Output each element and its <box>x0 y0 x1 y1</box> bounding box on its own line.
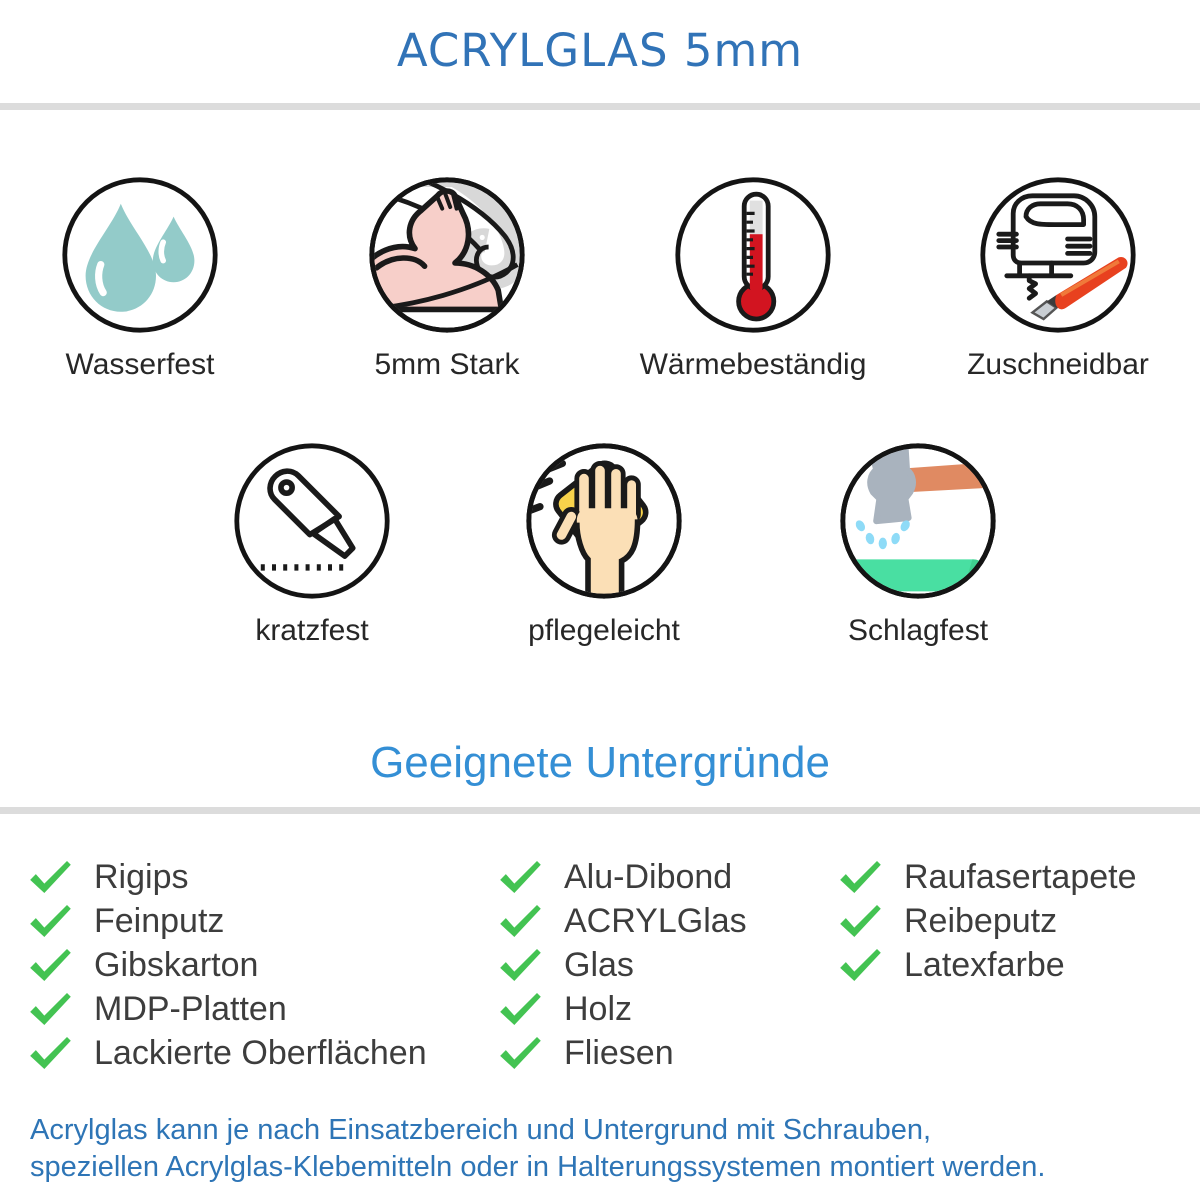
list-item <box>498 943 747 987</box>
water-drops-graphic <box>60 175 220 335</box>
muscle-arm-graphic <box>367 175 527 335</box>
surface-label: Lackierte Oberflächen <box>94 1033 427 1072</box>
list-item <box>838 943 1137 987</box>
feature-label: 5mm Stark <box>374 348 520 381</box>
surface-label: Raufasertapete <box>904 857 1137 896</box>
feature-label: Wärmebeständig <box>639 348 867 381</box>
feature-schlagfest <box>768 441 1068 648</box>
checkmark-icon <box>28 860 72 894</box>
surface-label: Fliesen <box>564 1033 674 1072</box>
surface-label: ACRYLGlas <box>564 901 747 940</box>
hammer-icon <box>838 441 998 601</box>
surfaces-column-1 <box>28 855 427 1075</box>
feature-zuschneidbar <box>908 175 1200 382</box>
list-item <box>498 987 747 1031</box>
feature-label: Zuschneidbar <box>967 348 1149 381</box>
jigsaw-graphic <box>978 175 1138 335</box>
checkmark-icon <box>28 1036 72 1070</box>
utility-knife-icon <box>232 441 392 601</box>
list-item <box>498 1031 747 1075</box>
list-item <box>28 899 427 943</box>
feature-5mm-stark <box>297 175 597 382</box>
surface-label: Holz <box>564 989 633 1028</box>
jigsaw-icon <box>978 175 1138 335</box>
surfaces-column-2 <box>498 855 747 1075</box>
list-item <box>498 855 747 899</box>
surface-label: Gibskarton <box>94 945 259 984</box>
divider-top <box>0 103 1200 110</box>
thermometer-icon <box>673 175 833 335</box>
feature-label: kratzfest <box>255 614 369 647</box>
surface-label: Glas <box>564 945 634 984</box>
list-item <box>498 899 747 943</box>
list-item <box>838 855 1137 899</box>
feature-kratzfest <box>162 441 462 648</box>
mounting-note-line2: speziellen Acrylglas-Klebemitteln oder in Halterungssystemen montiert werden. <box>30 1151 1046 1183</box>
muscle-arm-icon <box>367 175 527 335</box>
checkmark-icon <box>28 992 72 1026</box>
feature-label: Wasserfest <box>65 348 215 381</box>
feature-waermebestaendig <box>603 175 903 382</box>
surfaces-heading: Geeignete Untergründe <box>370 738 830 787</box>
surface-label: Feinputz <box>94 901 225 940</box>
cleaning-hand-graphic <box>524 441 684 601</box>
list-item <box>28 1031 427 1075</box>
mounting-note <box>30 1112 1045 1186</box>
checkmark-icon <box>838 860 882 894</box>
page-title: ACRYLGLAS 5mm <box>396 24 804 77</box>
surface-label: Rigips <box>94 857 189 896</box>
surface-label: Alu-Dibond <box>564 857 733 896</box>
feature-label: Schlagfest <box>847 614 989 647</box>
mounting-note-line1: Acrylglas kann je nach Einsatzbereich und Untergrund mit Schrauben, <box>30 1114 932 1146</box>
surfaces-column-3 <box>838 855 1137 987</box>
list-item <box>28 987 427 1031</box>
checkmark-icon <box>498 1036 542 1070</box>
cleaning-hand-icon <box>524 441 684 601</box>
list-item <box>838 899 1137 943</box>
water-drops-icon <box>60 175 220 335</box>
divider-middle <box>0 807 1200 814</box>
hammer-graphic <box>838 441 998 601</box>
checkmark-icon <box>838 904 882 938</box>
surface-label: MDP-Platten <box>94 989 287 1028</box>
thermometer-graphic <box>673 175 833 335</box>
checkmark-icon <box>838 948 882 982</box>
checkmark-icon <box>498 992 542 1026</box>
checkmark-icon <box>498 948 542 982</box>
feature-label: pflegeleicht <box>528 614 680 647</box>
utility-knife-graphic <box>232 441 392 601</box>
feature-wasserfest <box>0 175 290 382</box>
list-item <box>28 943 427 987</box>
checkmark-icon <box>498 904 542 938</box>
feature-pflegeleicht <box>454 441 754 648</box>
checkmark-icon <box>498 860 542 894</box>
surface-label: Reibeputz <box>904 901 1058 940</box>
surface-label: Latexfarbe <box>904 945 1065 984</box>
checkmark-icon <box>28 904 72 938</box>
list-item <box>28 855 427 899</box>
checkmark-icon <box>28 948 72 982</box>
